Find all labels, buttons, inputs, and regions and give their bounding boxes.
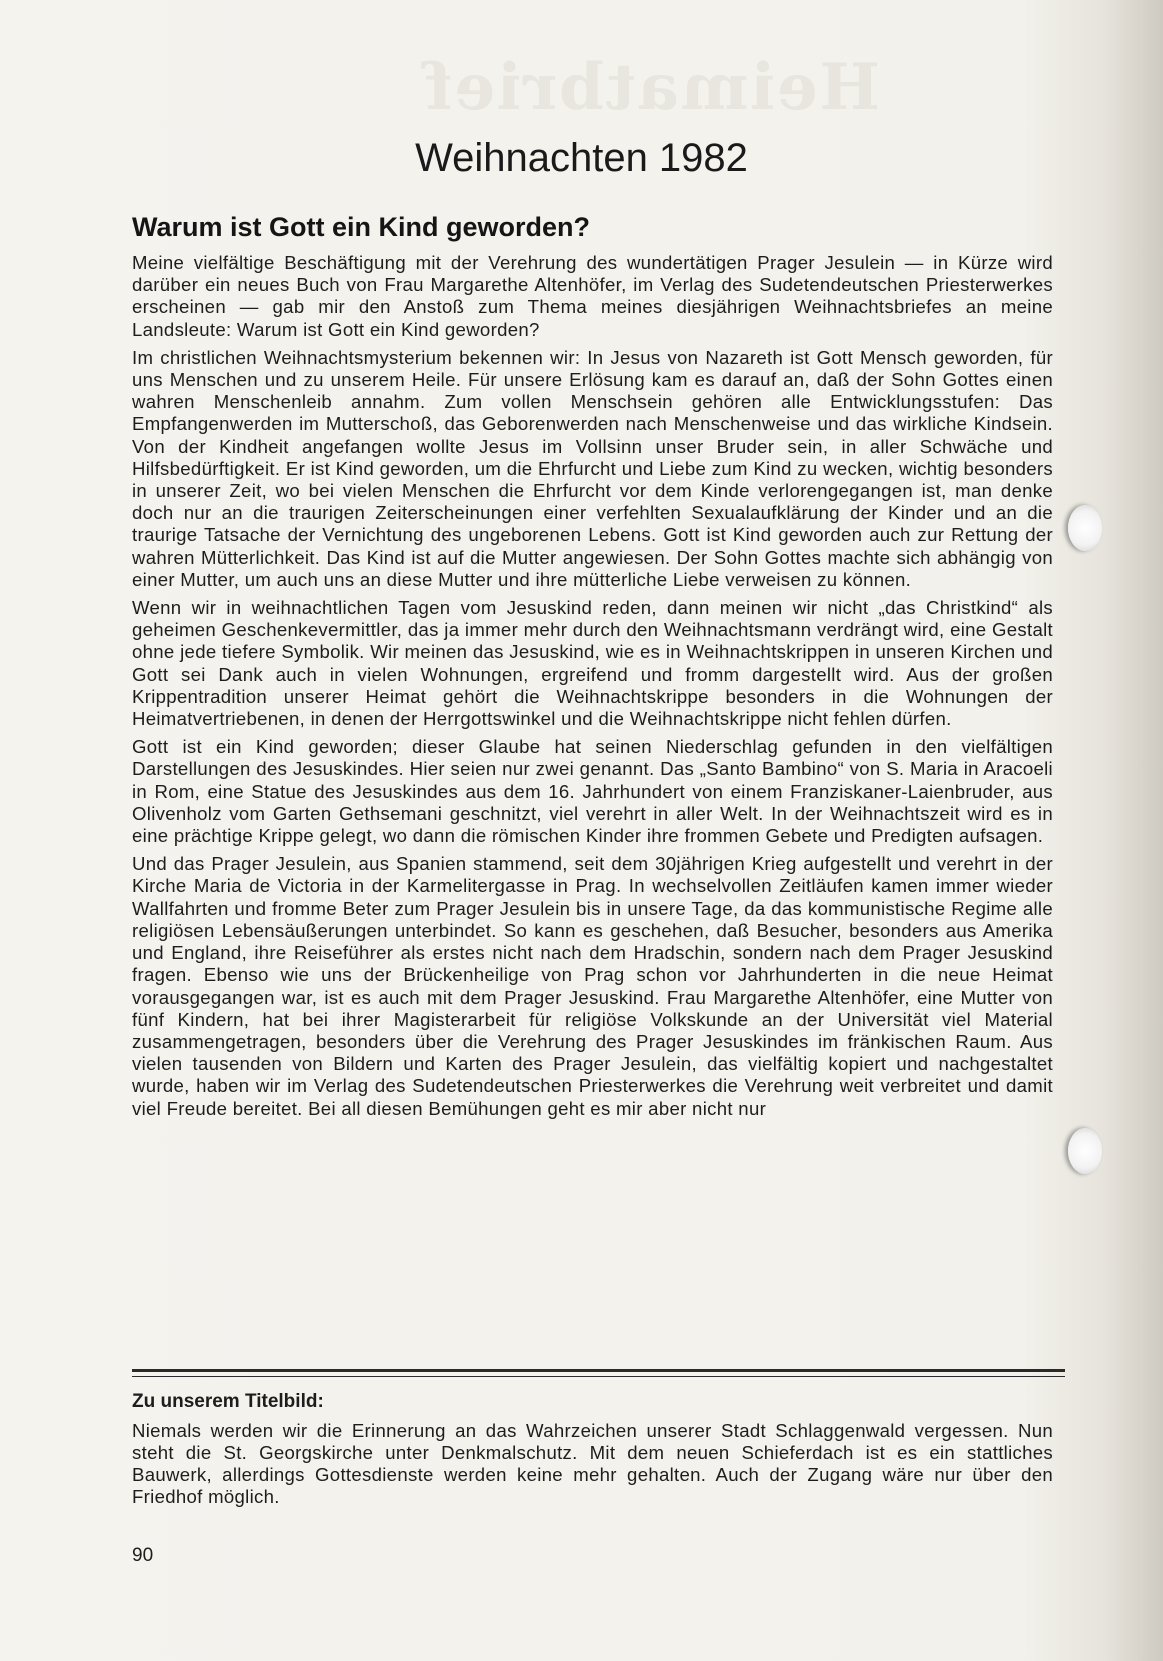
show-through-text: Heimatbrief bbox=[422, 50, 880, 125]
divider-thick bbox=[132, 1369, 1065, 1372]
paragraph: Im christlichen Weihnachtsmysterium bekennen wir: In Jesus von Nazareth ist Gott Mensch geworden, für uns Menschen und zu unserem Heile. Für unsere Erlösung kam es darauf an, daß der Sohn Gottes einen wahren Menschenleib annahm. Zum vollen Menschsein gehören alle Entwicklungsstufen: Das Empfangenwerden im Mutterschoß, das Geborenwerden nach Menschenweise und das wirkliche Kindsein. Von der Kindheit angefangen wollte Jesus im Vollsinn unser Bruder sein, in aller Schwäche und Hilfsbedürftigkeit. Er ist Kind geworden, um die Ehrfurcht und Liebe zum Kind zu wecken, wichtig besonders in unserer Zeit, wo bei vielen Menschen die Ehrfurcht vor dem Kinde verlorengegangen ist, man denke doch nur an die traurigen Zeiterscheinungen einer verfehlten Sexualaufklärung der Kinder und an die traurige Tatsache der Vernichtung des ungeborenen Lebens. Gott ist Kind geworden auch zur Rettung der wahren Mütterlichkeit. Das Kind ist auf die Mutter angewiesen. Der Sohn Gottes machte sich abhängig von einer Mutter, um auch uns an diese Mutter und ihre mütterliche Liebe verweisen zu können. bbox=[132, 346, 1053, 590]
caption-heading: Zu unserem Titelbild: bbox=[132, 1391, 324, 1412]
article-heading: Warum ist Gott ein Kind geworden? bbox=[132, 212, 590, 242]
punch-hole bbox=[1068, 1128, 1102, 1174]
article-body bbox=[132, 252, 1053, 1126]
paragraph: Gott ist ein Kind geworden; dieser Glaube hat seinen Niederschlag gefunden in den vielfältigen Darstellungen des Jesuskindes. Hier seien nur zwei genannt. Das „Santo Bambino“ von S. Maria in Aracoeli in Rom, eine Statue des Jesuskindes aus dem 16. Jahrhundert von einem Franziskaner-Laienbruder, aus Olivenholz vom Garten Gethsemani geschnitzt, viel verehrt in aller Welt. In der Weihnachtszeit wird es in eine prächtige Krippe gelegt, wo dann die römischen Kinder ihre frommen Gebete und Predigten aufsagen. bbox=[132, 736, 1053, 847]
page-number: 90 bbox=[132, 1545, 154, 1566]
paragraph: Wenn wir in weihnachtlichen Tagen vom Jesuskind reden, dann meinen wir nicht „das Christkind“ als geheimen Geschenkevermittler, das ja immer mehr durch den Weihnachtsmann verdrängt wird, eine Gestalt ohne jede tiefere Symbolik. Wir meinen das Jesuskind, wie es in Weihnachtskrippen in unseren Kirchen und Gott sei Dank auch in vielen Wohnungen, ergreifend und fromm dargestellt wird. Aus der großen Krippentradition unserer Heimat gehört die Weihnachtskrippe besonders in die Wohnungen der Heimatvertriebenen, in denen der Herrgottswinkel und die Weihnachtskrippe nicht fehlen dürfen. bbox=[132, 597, 1053, 730]
page-title: Weihnachten 1982 bbox=[415, 136, 748, 180]
paragraph: Meine vielfältige Beschäftigung mit der Verehrung des wundertätigen Prager Jesulein — in Kürze wird darüber ein neues Buch von Frau Margarethe Altenhöfer, im Verlag des Sudetendeutschen Priesterwerkes erscheinen — gab mir den Anstoß zum Thema meines diesjährigen Weihnachtsbriefes an meine Landsleute: Warum ist Gott ein Kind geworden? bbox=[132, 252, 1053, 340]
paragraph: Und das Prager Jesulein, aus Spanien stammend, seit dem 30jährigen Krieg aufgestellt und verehrt in der Kirche Maria de Victoria in der Karmelitergasse in Prag. In wechselvollen Zeitläufen kamen immer wieder Wallfahrten und fromme Beter zum Prager Jesulein bis in unsere Tage, da das kommunistische Regime alle religiösen Lebensäußerungen unterbindet. So kann es geschehen, daß Besucher, besonders aus Amerika und England, ihre Reiseführer als erstes nicht nach dem Hradschin, sondern nach dem Prager Jesuskind fragen. Ebenso wie uns der Brückenheilige von Prag schon vor Jahrhunderten in die neue Heimat vorausgegangen war, ist es auch mit dem Prager Jesuskind. Frau Margarethe Altenhöfer, eine Mutter von fünf Kindern, hat bei ihrer Magisterarbeit für religiöse Volkskunde an der Universität viel Material zusammengetragen, besonders über die Verehrung des Prager Jesuskindes im fränkischen Raum. Aus vielen tausenden von Bildern und Karten des Prager Jesulein, das vielfältig kopiert und nachgestaltet wurde, haben wir im Verlag des Sudetendeutschen Priesterwerkes die Verehrung weit verbreitet und damit viel Freude bereitet. Bei all diesen Bemühungen geht es mir aber nicht nur bbox=[132, 853, 1053, 1119]
caption-text: Niemals werden wir die Erinnerung an das Wahrzeichen unserer Stadt Schlaggenwald vergessen. Nun steht die St. Georgskirche unter Denkmalschutz. Mit dem neuen Schieferdach ist es ein stattliches Bauwerk, allerdings Gottesdienste werden keine mehr gehalten. Auch der Zugang wäre nur über den Friedhof möglich. bbox=[132, 1420, 1053, 1507]
divider-thin bbox=[132, 1376, 1065, 1377]
punch-hole bbox=[1068, 505, 1102, 551]
